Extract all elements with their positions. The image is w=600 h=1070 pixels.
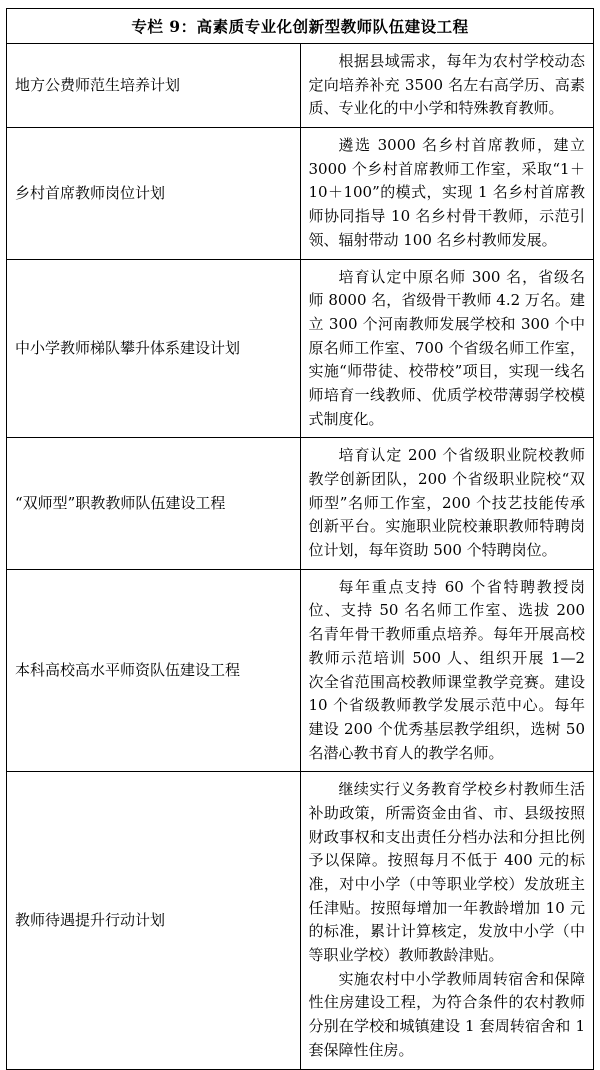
table-row: [7, 438, 594, 569]
row-content: [300, 438, 594, 569]
row-paragraph: 继续实行义务教育学校乡村教师生活补助政策，所需资金由省、市、县级按照财政事权和支出责任分档办法和分担比例予以保障。按照每月不低于 400 元的标准，对中小学（中等职业学校）发放班主任津贴。按照每增加一年教龄增加 10 元的标准，累计计算核定，发放中小学（中等职业学校）教师教龄津贴。: [308, 780, 585, 965]
row-content: [300, 44, 594, 128]
row-label: 地方公费师范生培养计划: [7, 44, 301, 128]
table-row: [7, 569, 594, 772]
policy-table: [6, 8, 594, 1070]
row-paragraph: 培育认定 200 个省级职业院校教师教学创新团队，200 个省级职业院校“双师型”名师工作室，200 个技艺技能传承创新平台。实施职业院校兼职教师特聘岗位计划，每年资助 500 个特聘岗位。: [308, 446, 585, 560]
row-label: 中小学教师梯队攀升体系建设计划: [7, 259, 301, 438]
row-label: “双师型”职教教师队伍建设工程: [7, 438, 301, 569]
table-row: [7, 128, 594, 259]
row-label: 本科高校高水平师资队伍建设工程: [7, 569, 301, 772]
row-paragraph: 实施农村中小学教师周转宿舍和保障性住房建设工程，为符合条件的农村教师分别在学校和城镇建设 1 套周转宿舍和 1 套保障性住房。: [308, 969, 585, 1059]
row-paragraph: 根据县域需求，每年为农村学校动态定向培养补充 3500 名左右高学历、高素质、专业化的中小学和特殊教育教师。: [308, 52, 585, 118]
row-paragraph: 每年重点支持 60 个省特聘教授岗位、支持 50 名名师工作室、选拔 200 名青年骨干教师重点培养。每年开展高校教师示范培训 500 人、组织开展 1—2 次全省范围高校教师课堂教学竞赛。建设 10 个省级教师教学发展示范中心。每年建设 200 个优秀基层教学组织，选树 50 名潜心教书育人的教学名师。: [308, 577, 585, 762]
row-paragraph: 培育认定中原名师 300 名，省级名师 8000 名，省级骨干教师 4.2 万名。建立 300 个河南教师发展学校和 300 个中原名师工作室、700 个省级名师工作室，实施“师带徒、校带校”项目，实现一线名师培育一线教师、优质学校带薄弱学校模式制度化。: [308, 267, 585, 428]
row-content: [300, 128, 594, 259]
table-title: 专栏 9：高素质专业化创新型教师队伍建设工程: [7, 9, 594, 44]
table-row: [7, 259, 594, 438]
row-paragraph: 遴选 3000 名乡村首席教师，建立 3000 个乡村首席教师工作室，采取“1＋10＋100”的模式，实现 1 名乡村首席教师协同指导 10 名乡村骨干教师，示范引领、辐射带动 100 名乡村教师发展。: [308, 136, 585, 249]
table-body: [7, 9, 594, 1070]
row-content: [300, 569, 594, 772]
row-content: [300, 772, 594, 1069]
row-label: 教师待遇提升行动计划: [7, 772, 301, 1069]
table-row: [7, 44, 594, 128]
row-label: 乡村首席教师岗位计划: [7, 128, 301, 259]
row-content: [300, 259, 594, 438]
table-row: [7, 772, 594, 1069]
table-title-row: [7, 9, 594, 44]
